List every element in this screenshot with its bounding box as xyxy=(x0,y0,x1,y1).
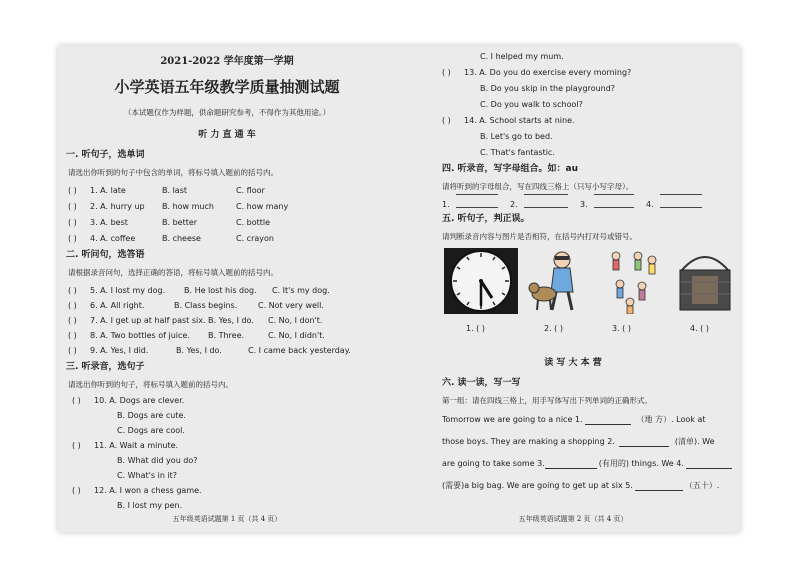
question-6-option-a: 6. A. All right. xyxy=(90,301,145,310)
part6-instruction: 第一组：请在四线三格上，用手写体写出下列单词的正确形式。 xyxy=(442,396,652,405)
children-playing-picture xyxy=(604,248,662,314)
question-8-option-c: C. No, I didn't. xyxy=(268,331,325,340)
sentence-text: （五十）. xyxy=(684,481,720,490)
question-8-option-a: 8. A. Two bottles of juice. xyxy=(90,331,190,340)
question-9-option-a: 9. A. Yes, I did. xyxy=(90,346,149,355)
question-5-option-b: B. He lost his dog. xyxy=(184,286,257,295)
answer-paren[interactable]: ( ) xyxy=(68,286,77,295)
answer-paren[interactable]: ( ) xyxy=(72,396,81,405)
page-1 xyxy=(58,46,396,532)
part5-heading: 五. 听句子，判正误。 xyxy=(442,214,530,224)
page-2-footer: 五年级英语试题第 2 页（共 4 页） xyxy=(518,515,628,523)
question-3-option-c: C. bottle xyxy=(236,218,271,227)
four-line-grid[interactable] xyxy=(456,194,498,208)
boy-with-dog-picture xyxy=(528,248,588,314)
sentence-text: (清单). We xyxy=(674,437,715,446)
question-13-option-a: 13. A. Do you do exercise every morning? xyxy=(464,68,632,77)
question-1-option-a: 1. A. late xyxy=(90,186,126,195)
answer-paren[interactable]: ( ) xyxy=(68,202,77,211)
blank-4[interactable] xyxy=(686,459,732,469)
sentence-text: （地 方）. Look at xyxy=(636,415,706,424)
page-2 xyxy=(408,46,738,532)
question-10-option-b: B. Dogs are cute. xyxy=(117,411,186,420)
question-5-option-a: 5. A. I lost my dog. xyxy=(90,286,166,295)
answer-paren[interactable]: ( ) xyxy=(68,316,77,325)
part3-heading: 三. 听录音，选句子 xyxy=(66,362,145,372)
question-9-option-c: C. I came back yesterday. xyxy=(248,346,351,355)
four-line-grid[interactable] xyxy=(524,194,568,208)
answer-paren[interactable]: ( ) xyxy=(68,186,77,195)
question-13-option-b: B. Do you skip in the playground? xyxy=(480,84,616,93)
exam-title: 小学英语五年级教学质量抽测试题 xyxy=(114,78,340,96)
notice-text: （本试题仅作为样题，供命题研究参考，不得作为其他用途。） xyxy=(123,108,331,117)
letter-item-2: 2. xyxy=(510,200,518,209)
answer-paren[interactable]: ( ) xyxy=(442,68,451,77)
question-1-option-b: B. last xyxy=(162,186,188,195)
question-4-option-a: 4. A. coffee xyxy=(90,234,136,243)
part4-instruction: 请将听到的字母组合，写在四线三格上（只写小写字母）。 xyxy=(442,182,634,191)
question-11-option-a: 11. A. Wait a minute. xyxy=(94,441,179,450)
question-14-option-a: 14. A. School starts at nine. xyxy=(464,116,575,125)
question-6-option-b: B. Class begins. xyxy=(174,301,238,310)
question-3-option-a: 3. A. best xyxy=(90,218,128,227)
question-10-option-c: C. Dogs are cool. xyxy=(117,426,185,435)
sentence-text: are going to take some 3. xyxy=(442,459,545,468)
question-9-option-b: B. Yes, I do. xyxy=(176,346,222,355)
question-12-option-a: 12. A. I won a chess game. xyxy=(94,486,202,495)
exam-sheet xyxy=(58,46,740,532)
letter-item-3: 3. xyxy=(580,200,588,209)
part2-heading: 二. 听问句，选答语 xyxy=(66,250,145,260)
four-line-grid[interactable] xyxy=(594,194,634,208)
question-2-option-c: C. how many xyxy=(236,202,289,211)
fill-line-4 xyxy=(442,481,719,491)
question-13-option-c: C. Do you walk to school? xyxy=(480,100,583,109)
answer-paren[interactable]: ( ) xyxy=(68,301,77,310)
answer-paren[interactable]: ( ) xyxy=(442,116,451,125)
blank-1[interactable] xyxy=(585,415,631,425)
question-8-option-b: B. Three. xyxy=(208,331,245,340)
page-1-footer: 五年级英语试题第 1 页（共 4 页） xyxy=(172,515,282,523)
part3-instruction: 请选出你听到的句子，将标号填入题前的括号内。 xyxy=(68,380,233,389)
sentence-text: (有用的) things. We 4. xyxy=(598,459,684,468)
question-14-option-b: B. Let's go to bed. xyxy=(480,132,553,141)
question-4-option-c: C. crayon xyxy=(236,234,274,243)
question-4-option-b: B. cheese xyxy=(162,234,201,243)
question-12-option-c: C. I helped my mum. xyxy=(480,52,564,61)
part2-instruction: 请根据录音问句，选择正确的答语，将标号填入题前的括号内。 xyxy=(68,268,278,277)
question-10-option-a: 10. A. Dogs are clever. xyxy=(94,396,185,405)
part4-heading: 四. 听录音，写字母组合。如：au xyxy=(442,164,579,174)
question-7-option-a: 7. A. I get up at half past six. xyxy=(90,316,206,325)
section-header-reading: 读 写 大 本 营 xyxy=(544,358,602,368)
picture-1-answer[interactable]: 1. ( ) xyxy=(466,324,485,333)
part5-instruction: 请判断录音内容与图片是否相符，在括号内打对号或错号。 xyxy=(442,232,637,241)
letter-item-4: 4. xyxy=(646,200,654,209)
answer-paren[interactable]: ( ) xyxy=(68,331,77,340)
part6-heading: 六. 读一读，写一写 xyxy=(442,378,521,388)
basket-picture xyxy=(676,248,734,314)
letter-item-1: 1. xyxy=(442,200,450,209)
clock-picture xyxy=(444,248,518,314)
answer-paren[interactable]: ( ) xyxy=(68,218,77,227)
school-year: 2021-2022 学年度第一学期 xyxy=(160,56,294,67)
blank-5[interactable] xyxy=(635,481,683,491)
question-14-option-c: C. That's fantastic. xyxy=(480,148,555,157)
picture-2-answer[interactable]: 2. ( ) xyxy=(544,324,563,333)
question-11-option-c: C. What's in it? xyxy=(117,471,178,480)
question-2-option-b: B. how much xyxy=(162,202,214,211)
fill-line-1 xyxy=(442,415,706,425)
sentence-text: those boys. They are making a shopping 2. xyxy=(442,437,615,446)
four-line-grid[interactable] xyxy=(660,194,702,208)
part1-heading: 一. 听句子，选单词 xyxy=(66,150,145,160)
answer-paren[interactable]: ( ) xyxy=(72,486,81,495)
sentence-text: (需要)a big bag. We are going to get up at six 5. xyxy=(442,481,633,490)
answer-paren[interactable]: ( ) xyxy=(68,346,77,355)
question-7-option-c: C. No, I don't. xyxy=(268,316,323,325)
section-header-listening: 听 力 直 通 车 xyxy=(198,130,256,140)
picture-3-answer[interactable]: 3. ( ) xyxy=(612,324,631,333)
sentence-text: Tomorrow we are going to a nice 1. xyxy=(442,415,583,424)
picture-4-answer[interactable]: 4. ( ) xyxy=(690,324,709,333)
question-7-option-b: B. Yes, I do. xyxy=(208,316,254,325)
part1-instruction: 请选出你听到的句子中包含的单词，将标号填入题前的括号内。 xyxy=(68,168,278,177)
question-3-option-b: B. better xyxy=(162,218,198,227)
fill-line-3 xyxy=(442,459,732,469)
question-11-option-b: B. What did you do? xyxy=(117,456,198,465)
answer-paren[interactable]: ( ) xyxy=(68,234,77,243)
fill-line-2 xyxy=(442,437,715,447)
answer-paren[interactable]: ( ) xyxy=(72,441,81,450)
question-12-option-b: B. I lost my pen. xyxy=(117,501,183,510)
question-2-option-a: 2. A. hurry up xyxy=(90,202,145,211)
question-6-option-c: C. Not very well. xyxy=(258,301,324,310)
blank-2[interactable] xyxy=(619,437,669,447)
question-1-option-c: C. floor xyxy=(236,186,265,195)
blank-3[interactable] xyxy=(545,459,597,469)
question-5-option-c: C. It's my dog. xyxy=(272,286,330,295)
